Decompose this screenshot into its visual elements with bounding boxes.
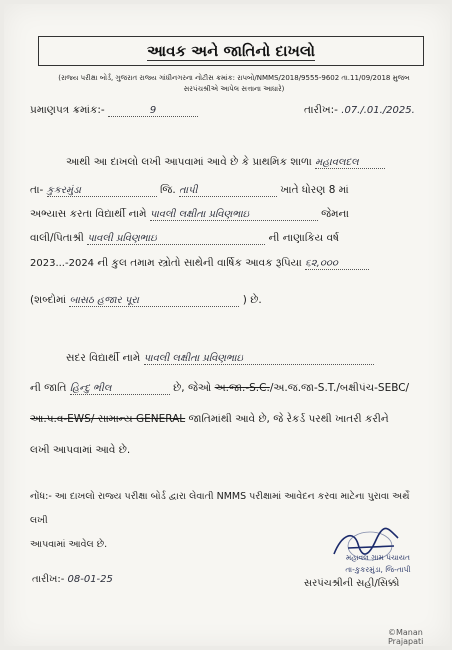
school-name: મહાવલદલ	[315, 157, 385, 169]
footer-date-row	[32, 574, 113, 585]
body-line-4-end: ની નાણાકિય વર્ષ	[268, 232, 339, 244]
stamp-line-1: મહાવલ ગ્રામ પંચાયત	[345, 553, 410, 562]
student-name: પાવલી લક્ષીતા પ્રવિણભાઇ	[150, 209, 318, 221]
body-line-3-end: જેમના	[321, 208, 349, 220]
body-line-4	[30, 232, 339, 245]
reference-line-1: (રાજ્ય પરીક્ષા બોર્ડ, ગુજરાત રાજ્ય ગાંધીનગરના નોટીસ ક્રમાંક: રાપબો/NMMS/2018/9555-9602 તા.11/09/2018 મુજબ	[58, 74, 410, 82]
district-value: તાપી	[179, 185, 277, 197]
body-line-3	[30, 208, 349, 221]
income-value: ૬૨,૦૦૦	[305, 258, 369, 270]
note-line-2: આપવામાં આવેલ છે.	[30, 539, 108, 550]
category-st: /અ.જ.જા-S.T.	[269, 382, 337, 394]
body-line-1	[66, 156, 385, 169]
parent-label: વાલી/પિતાશ્રી	[30, 232, 84, 244]
stamp-line-2: તા-કુકરમુંડા, જિ-તાપી	[345, 565, 411, 574]
certificate-number-value: 9	[108, 105, 198, 117]
body-line-9-rest: જાતિમાંથી આવે છે, જે રેકર્ડ પરથી ખાતરી કરીને	[188, 413, 389, 425]
words-label: (શબ્દોમાં	[30, 294, 67, 306]
body-line-1-text: આથી આ દાખલો લખી આપવામાં આવે છે કે પ્રાથમિક શાળા	[66, 156, 312, 168]
body-line-2-rest: ખાતે ધોરણ 8 માં	[280, 184, 349, 196]
body-line-5	[30, 257, 369, 270]
income-label: ની કુલ તમામ સ્ત્રોતો સાથેની વાર્ષિક આવક રૂપિયા	[97, 257, 302, 269]
taluka-value: કુકરમુંડા	[47, 185, 157, 197]
certificate-paper	[4, 4, 450, 646]
signature-label: સરપંચશ્રીની સહી/સિક્કો	[304, 578, 400, 589]
certificate-date-value: .07./.01./2025.	[341, 105, 415, 116]
certificate-date-row	[304, 104, 415, 117]
category-sebc: /બક્ષીપંચ-SEBC/	[336, 382, 410, 394]
student-name-2: પાવલી લક્ષીતા પ્રવિણભાઇ	[144, 353, 374, 365]
student-label-2: સદર વિદ્યાર્થી નામે	[66, 352, 141, 364]
note-line-1: નોંધ:- આ દાખલો રાજ્ય પરીક્ષા બોર્ડ દ્વારા લેવાતી NMMS પરીક્ષામાં આવેદન કરવા માટેના પુરાવા અર્થે લખી	[30, 491, 410, 526]
income-words: બાસઠ હજાર પૂરા	[69, 295, 239, 307]
caste-label: ની જાતિ	[30, 382, 67, 394]
watermark: ©Manan Prajapati	[388, 628, 424, 646]
district-label: જિ.	[160, 184, 176, 196]
body-line-7	[66, 352, 374, 365]
title-box	[38, 36, 424, 66]
student-label: અભ્યાસ કરતા વિદ્યાર્થી નામે	[30, 208, 147, 220]
body-line-6	[30, 294, 262, 307]
category-general: / સામાન્ય GENERAL	[90, 413, 186, 425]
caste-mid-text: છે, જેઓ	[173, 382, 212, 394]
body-line-2	[30, 184, 349, 197]
certificate-number-row	[30, 104, 198, 117]
financial-year: 2023...-2024	[30, 258, 95, 269]
caste-value: હિન્દુ ભીલ	[70, 383, 170, 395]
category-ews: આ.પ.વ-EWS	[30, 413, 91, 425]
taluka-label: તા-	[30, 184, 44, 196]
official-stamp	[314, 552, 442, 576]
reference-line-2: સરપંચશ્રીએ આપેલ સત્તાના આધારે)	[183, 85, 285, 93]
footer-date-value: 08-01-25	[67, 574, 113, 585]
category-sc: અ.જા.-S.C.	[214, 382, 270, 394]
body-line-10-text: લખી આપવામાં આવે છે.	[30, 444, 131, 456]
reference-note	[34, 73, 434, 95]
body-line-8	[30, 382, 409, 395]
words-end: ) છે.	[242, 294, 262, 306]
body-line-9	[30, 413, 389, 426]
page-title: આવક અને જાતિનો દાખલો	[147, 41, 315, 60]
body-line-10	[30, 444, 130, 457]
parent-name: પાવલી પ્રવિણભાઇ	[87, 233, 265, 245]
footer-date-label: તારીખ:-	[32, 574, 65, 585]
certificate-date-label: તારીખ:-	[304, 104, 338, 116]
certificate-number-label: પ્રમાણપત્ર ક્રમાંક:-	[30, 104, 105, 116]
